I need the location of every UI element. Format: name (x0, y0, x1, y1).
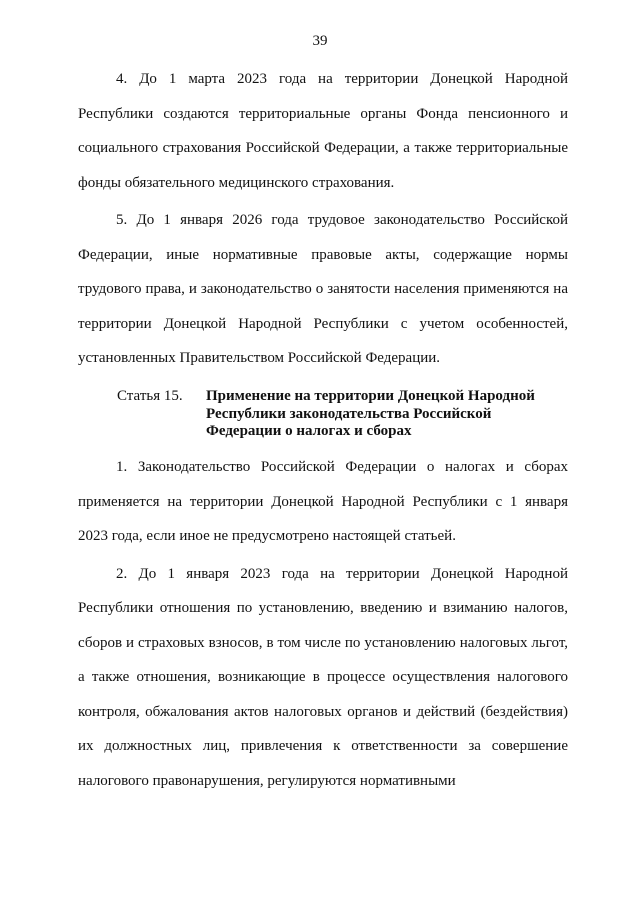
article-label: Статья 15. (117, 388, 183, 404)
paragraph-1: 1. Законодательство Российской Федерации о налогах и сборах применяется на территории Донецкой Народной Республики с 1 января 2023 года, если иное не предусмотрено настоящей статьей. (78, 459, 568, 544)
paragraph-4: 4. До 1 марта 2023 года на территории Донецкой Народной Республики создаются территориальные органы Фонда пенсионного и социального страхования Российской Федерации, а также территориальные фонды обязательного медицинского страхования. (78, 71, 568, 191)
page-number: 39 (312, 33, 328, 49)
article-title: Применение на территории Донецкой Народной Республики законодательства Российской Федерации о налогах и сборах (206, 388, 535, 439)
paragraph-2: 2. До 1 января 2023 года на территории Донецкой Народной Республики отношения по установлению, введению и взиманию налогов, сборов и страховых взносов, в том числе по установлению налоговых льгот, а также отношения, возникающие в процессе осуществления налогового контроля, обжалования актов налоговых органов и действий (бездействия) их должностных лиц, привлечения к ответственности за совершение налогового правонарушения, регулируются нормативными (78, 565, 568, 789)
body-text-top (78, 62, 568, 376)
body-text-bottom (78, 450, 568, 798)
paragraph-5: 5. До 1 января 2026 года трудовое законодательство Российской Федерации, иные нормативные правовые акты, содержащие нормы трудового права, и законодательство о занятости населения применяются на территории Донецкой Народной Республики с учетом особенностей, установленных Правительством Российской Федерации. (78, 212, 568, 366)
